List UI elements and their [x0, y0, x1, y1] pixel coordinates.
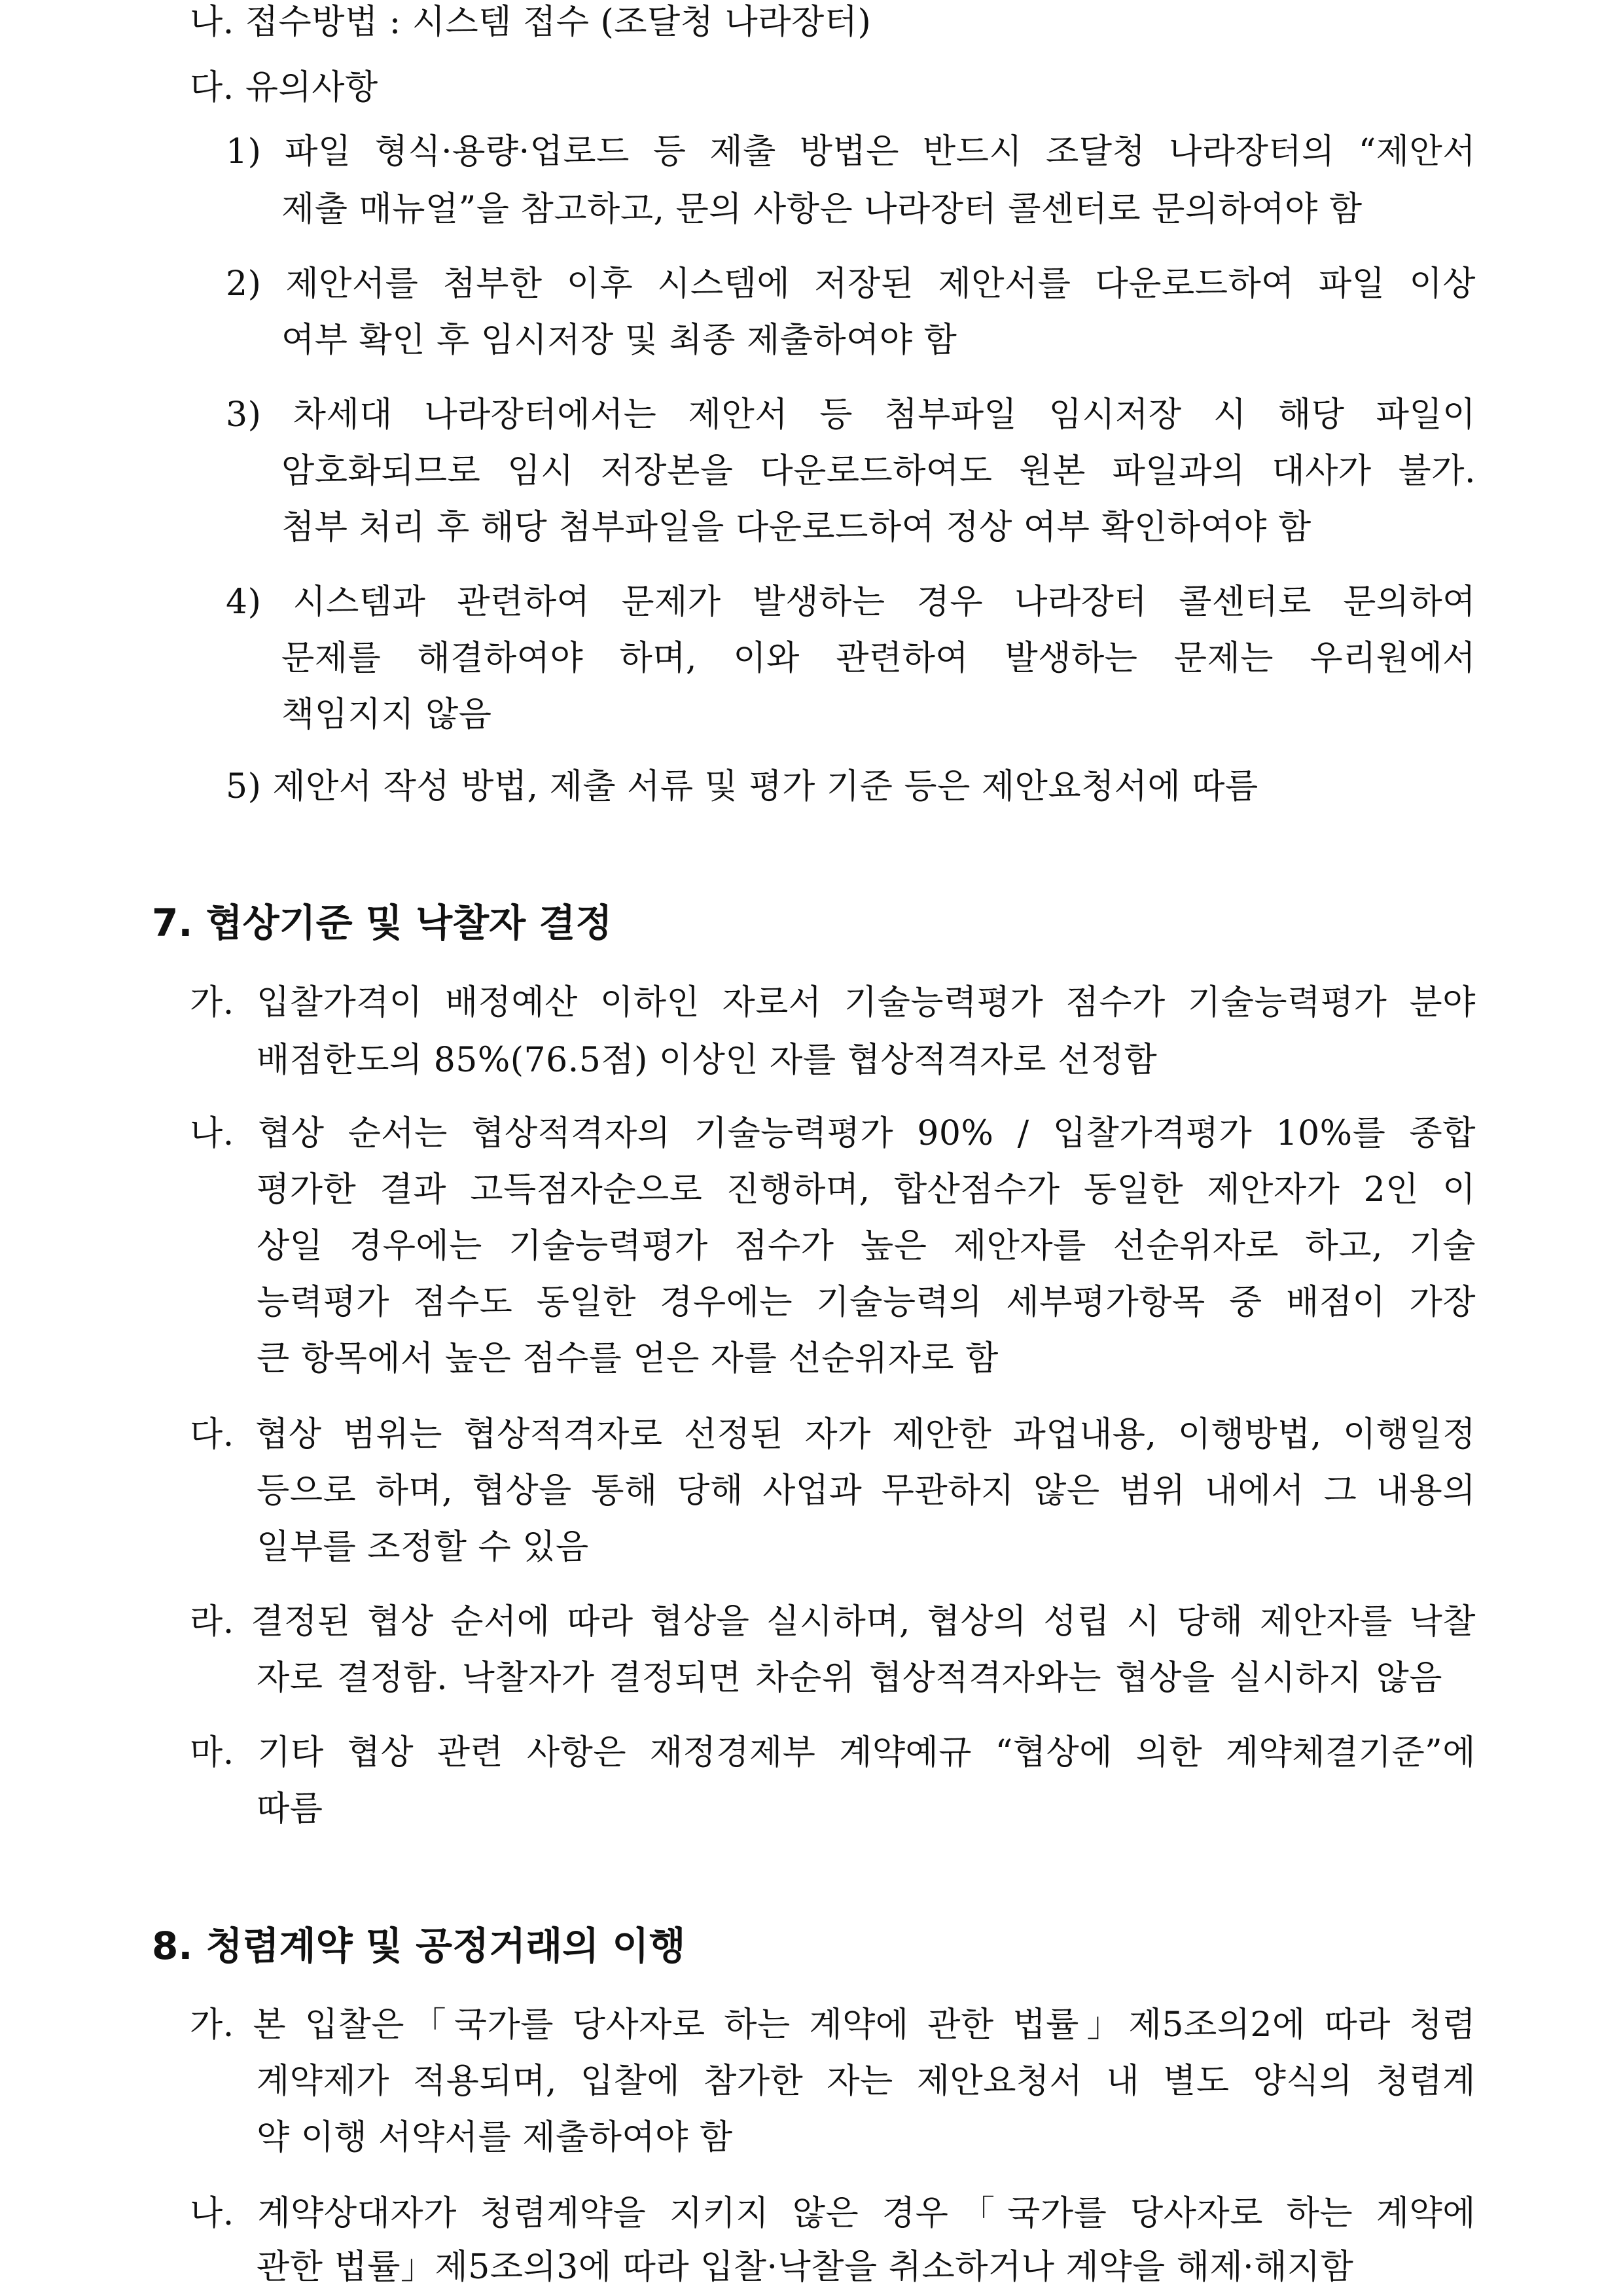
note-2-line-1: 2) 제안서를 첨부한 이후 시스템에 저장된 제안서를 다운로드하여 파일 이상	[226, 264, 1476, 304]
note-3-line-3: 첨부 처리 후 해당 첨부파일을 다운로드하여 정상 여부 확인하여야 함	[281, 508, 1311, 547]
section-7-na-line-4: 능력평가 점수도 동일한 경우에는 기술능력의 세부평가항목 중 배점이 가장	[257, 1283, 1476, 1322]
notes-label: 다. 유의사항	[190, 68, 378, 107]
note-4-line-3: 책임지지 않음	[281, 695, 492, 734]
note-5-line-1: 5) 제안서 작성 방법, 제출 서류 및 평가 기준 등은 제안요청서에 따름	[226, 767, 1258, 806]
section-8-na-line-2: 관한 법률」제5조의3에 따라 입찰·낙찰을 취소하거나 계약을 해제·해지함	[257, 2248, 1354, 2287]
section-7-ma-line-1: 마. 기타 협상 관련 사항은 재정경제부 계약예규 “협상에 의한 계약체결기준”에	[190, 1733, 1476, 1772]
section-7-ra-line-1: 라. 결정된 협상 순서에 따라 협상을 실시하며, 협상의 성립 시 당해 제안자를 낙찰	[190, 1602, 1476, 1641]
section-7-ga-line-2: 배점한도의 85%(76.5점) 이상인 자를 협상적격자로 선정함	[257, 1041, 1158, 1080]
section-8-ga-line-2: 계약제가 적용되며, 입찰에 참가한 자는 제안요청서 내 별도 양식의 청렴계	[257, 2062, 1476, 2101]
section-7-da-line-2: 등으로 하며, 협상을 통해 당해 사업과 무관하지 않은 범위 내에서 그 내용의	[257, 1471, 1476, 1511]
section-7-heading: 7. 협상기준 및 낙찰자 결정	[152, 901, 613, 945]
section-7-da-line-1: 다. 협상 범위는 협상적격자로 선정된 자가 제안한 과업내용, 이행방법, 이행일정	[190, 1415, 1476, 1454]
note-4-line-2: 문제를 해결하여야 하며, 이와 관련하여 발생하는 문제는 우리원에서	[281, 639, 1476, 678]
section-7-ga-line-1: 가. 입찰가격이 배정예산 이하인 자로서 기술능력평가 점수가 기술능력평가 분야	[190, 983, 1476, 1022]
note-3-line-2: 암호화되므로 임시 저장본을 다운로드하여도 원본 파일과의 대사가 불가.	[281, 452, 1476, 491]
section-8-heading: 8. 청렴계약 및 공정거래의 이행	[152, 1924, 686, 1968]
section-8-ga-line-3: 약 이행 서약서를 제출하여야 함	[257, 2118, 733, 2157]
submission-method-line: 나. 접수방법 : 시스템 접수 (조달청 나라장터)	[190, 3, 872, 42]
section-7-na-line-1: 나. 협상 순서는 협상적격자의 기술능력평가 90% / 입찰가격평가 10%를 종합	[190, 1114, 1476, 1153]
section-7-ma-line-2: 따름	[257, 1789, 323, 1829]
section-7-ra-line-2: 자로 결정함. 낙찰자가 결정되면 차순위 협상적격자와는 협상을 실시하지 않음	[257, 1659, 1442, 1698]
note-2-line-2: 여부 확인 후 임시저장 및 최종 제출하여야 함	[281, 321, 957, 360]
section-7-na-line-2: 평가한 결과 고득점자순으로 진행하며, 합산점수가 동일한 제안자가 2인 이	[257, 1170, 1476, 1210]
note-1-line-1: 1) 파일 형식·용량·업로드 등 제출 방법은 반드시 조달청 나라장터의 “제안서	[226, 132, 1476, 171]
section-7-da-line-3: 일부를 조정할 수 있음	[257, 1528, 589, 1567]
section-7-na-line-5: 큰 항목에서 높은 점수를 얻은 자를 선순위자로 함	[257, 1339, 999, 1378]
section-8-na-line-1: 나. 계약상대자가 청렴계약을 지키지 않은 경우「국가를 당사자로 하는 계약에	[190, 2194, 1476, 2233]
section-7-na-line-3: 상일 경우에는 기술능력평가 점수가 높은 제안자를 선순위자로 하고, 기술	[257, 1227, 1476, 1266]
note-4-line-1: 4) 시스템과 관련하여 문제가 발생하는 경우 나라장터 콜센터로 문의하여	[226, 583, 1476, 622]
note-3-line-1: 3) 차세대 나라장터에서는 제안서 등 첨부파일 임시저장 시 해당 파일이	[226, 395, 1476, 435]
section-8-ga-line-1: 가. 본 입찰은「국가를 당사자로 하는 계약에 관한 법률」제5조의2에 따라 청렴	[190, 2005, 1476, 2045]
note-1-line-2: 제출 매뉴얼”을 참고하고, 문의 사항은 나라장터 콜센터로 문의하여야 함	[281, 190, 1363, 229]
